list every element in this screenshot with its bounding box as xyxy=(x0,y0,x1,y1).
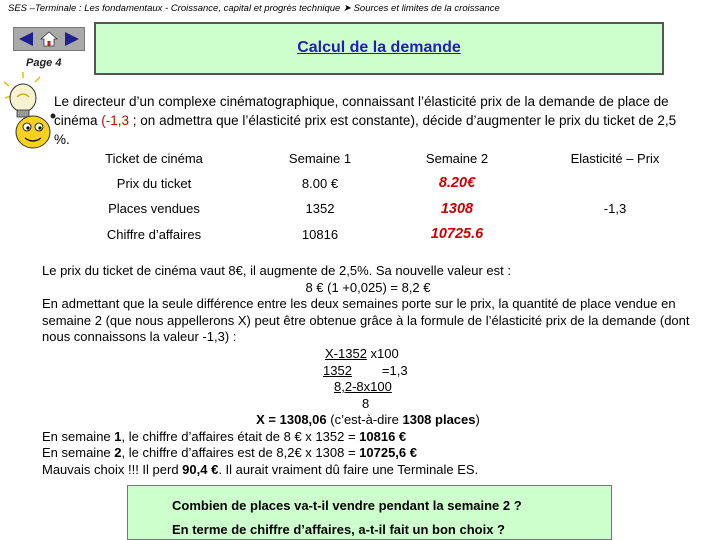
table-header: Semaine 2 xyxy=(425,151,489,166)
result-places: 1308 places xyxy=(402,411,476,427)
elasticity-value: -1,3 xyxy=(603,201,627,216)
revenue-value: 10816 € xyxy=(359,428,407,444)
row-label: Places vendues xyxy=(108,201,200,216)
intro-text-end: ; on admettra que l’élasticité prix est constante), décide d’augmenter le prix du ticket de 2,5 %. xyxy=(54,113,677,147)
table-header: Elasticité – Prix xyxy=(570,151,660,166)
page-title: Calcul de la demande xyxy=(297,39,461,56)
loss-value: 90,4 € xyxy=(182,461,219,477)
ticket-table xyxy=(50,147,698,247)
conclusion-text: Mauvais choix !!! Il perd xyxy=(42,461,183,477)
revenue-value: 10725,6 € xyxy=(359,445,417,461)
table-header: Semaine 1 xyxy=(288,151,352,166)
intro-paragraph xyxy=(54,92,694,149)
previous-page-button[interactable] xyxy=(14,28,37,50)
revenue-week2 xyxy=(42,445,694,462)
formula-equals: =1,3 xyxy=(381,362,408,378)
questions-box xyxy=(127,485,612,540)
formula-denominator-bottom: 8 xyxy=(362,395,370,411)
breadcrumb: SES –Terminale : Les fondamentaux - Croissance, capital et progrès technique ➤ Sources et limites de la croissance xyxy=(8,3,500,14)
body-paragraph: En admettant que la seule différence entre les deux semaines porte sur le prix, la quantité de place vendue en semaine 2 (que nous appellerons X) peut être obtenue grâce à la formule de l’élasticité prix de la demande (dont nous connaissons la valeur -1,3) : xyxy=(42,296,690,345)
result-text: (c’est-à-dire xyxy=(326,411,403,427)
week2-value: 10725.6 xyxy=(430,226,484,242)
result-value: X = 1308,06 xyxy=(256,411,327,427)
house-icon xyxy=(40,31,58,47)
week-number: 2 xyxy=(114,445,122,461)
conclusion-text: . Il aurait vraiment dû faire une Terminale ES. xyxy=(218,461,479,477)
row-label: Prix du ticket xyxy=(116,175,192,191)
week2-value: 1308 xyxy=(440,200,474,217)
revenue-text: En semaine xyxy=(42,445,115,461)
next-page-button[interactable] xyxy=(60,28,83,50)
result-text: ) xyxy=(475,411,480,427)
row-label: Chiffre d’affaires xyxy=(106,226,202,242)
week1-value: 1352 xyxy=(305,201,335,216)
question-1: Combien de places va-t-il vendre pendant la semaine 2 ? xyxy=(172,498,522,513)
formula-numerator-top: X-1352 xyxy=(325,345,367,361)
arrow-left-icon xyxy=(17,31,35,47)
week1-value: 10816 xyxy=(301,226,339,242)
table-header: Ticket de cinéma xyxy=(105,151,203,166)
home-button[interactable] xyxy=(37,28,60,50)
body-line: 8 € (1 +0,025) = 8,2 € xyxy=(305,279,431,295)
explanation-text xyxy=(42,263,694,478)
formula-numerator-bottom: 8,2-8x100 xyxy=(334,379,392,395)
revenue-week1 xyxy=(42,429,694,446)
arrow-right-icon xyxy=(63,31,81,47)
question-2: En terme de chiffre d’affaires, a-t-il fait un bon choix ? xyxy=(172,522,505,537)
page-number: Page 4 xyxy=(26,57,62,69)
table-header-row xyxy=(50,147,698,170)
revenue-text: En semaine xyxy=(42,428,115,444)
conclusion-line xyxy=(42,462,694,479)
title-box xyxy=(94,22,664,75)
table-row xyxy=(50,170,698,196)
formula-multiplier: x100 xyxy=(366,345,399,361)
navigation-bar xyxy=(13,27,85,51)
week1-value: 8.00 € xyxy=(301,175,339,191)
intro-text-start: Le directeur d’un complexe cinématographique, connaissant l’élasticité prix de la demande de place de cinéma xyxy=(54,94,669,128)
elasticity-highlight: (-1,3 xyxy=(101,113,130,128)
elasticity-formula xyxy=(42,346,694,412)
formula-denominator-top: 1352 xyxy=(323,362,352,378)
result-line xyxy=(42,412,694,429)
week2-value: 8.20€ xyxy=(438,175,476,191)
body-line: Le prix du ticket de cinéma vaut 8€, il augmente de 2,5%. Sa nouvelle valeur est : xyxy=(42,263,511,278)
revenue-text: , le chiffre d’affaires était de 8 € x 1352 = xyxy=(121,428,360,444)
lightbulb-mascot-icon xyxy=(1,72,59,152)
week-number: 1 xyxy=(114,428,122,444)
revenue-text: , le chiffre d’affaires est de 8,2€ x 1308 = xyxy=(121,445,360,461)
